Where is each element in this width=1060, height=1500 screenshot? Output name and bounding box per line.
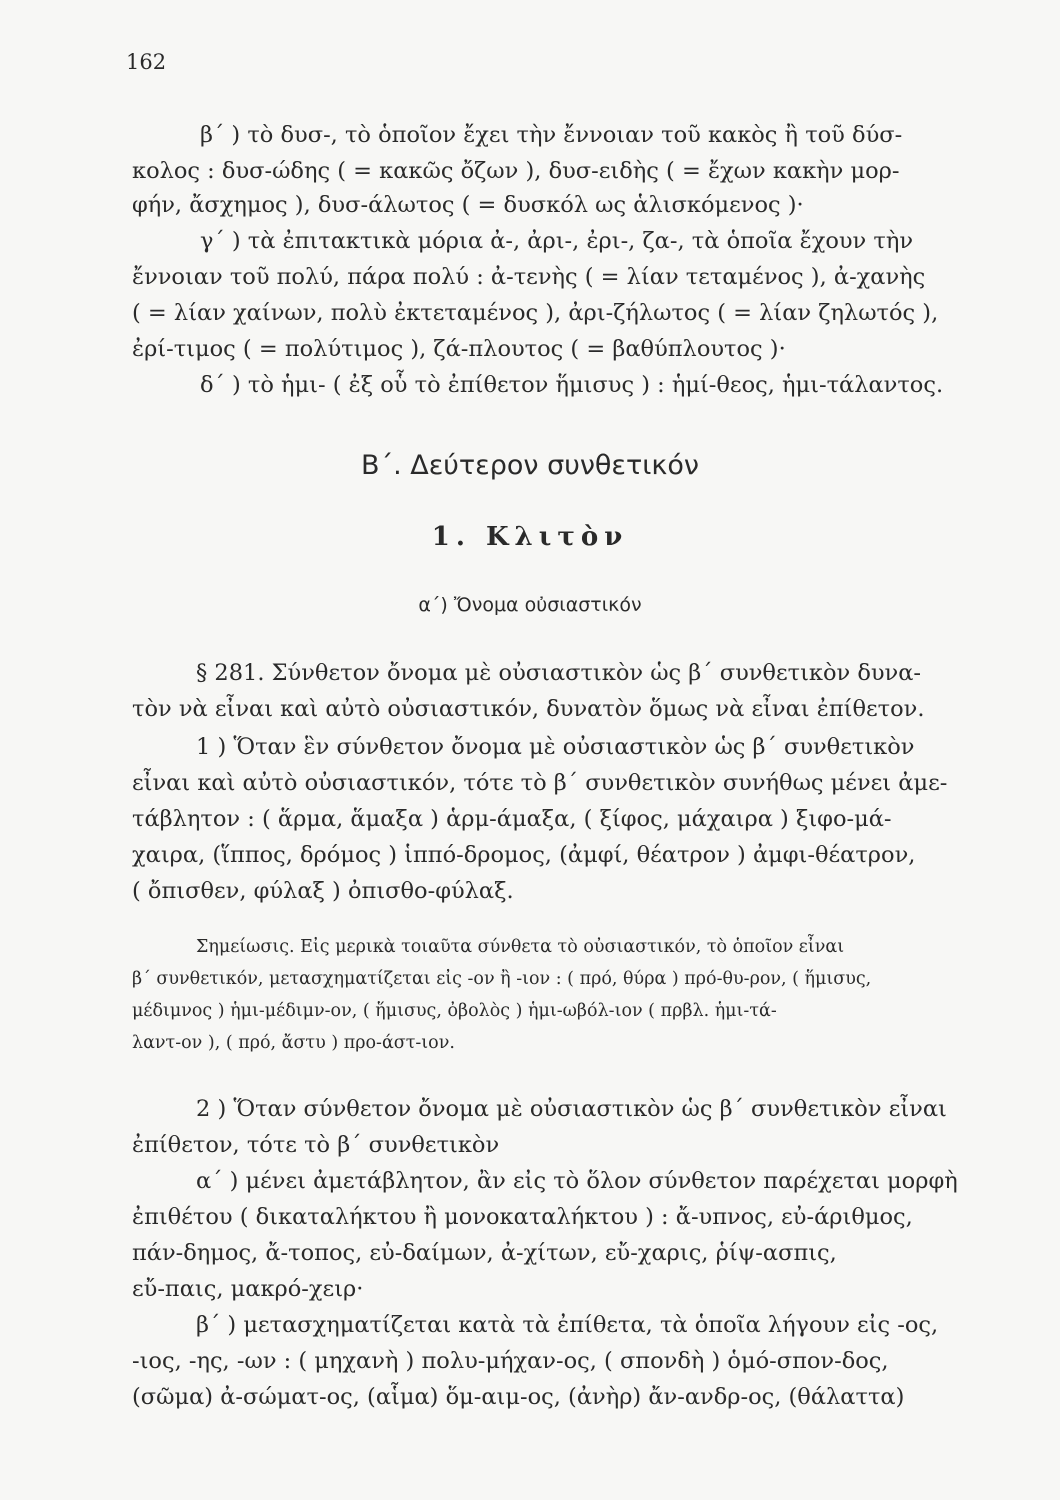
note-line: Σημείωσις. Εἰς μερικὰ τοιαῦτα σύνθετα τὸ οὐσιαστικόν, τὸ ὁποῖον εἶναι xyxy=(196,937,845,957)
note-line: β΄ συνθετικόν, μετασχηματίζεται εἰς -ον ἢ -ιον : ( πρό, θύρα ) πρό-θυ-ρον, ( ἥμισυς, xyxy=(132,969,872,989)
section-heading: Β΄. Δεύτερον συνθετικόν xyxy=(361,450,699,481)
text-line: φήν, ἄσχημος ), δυσ-άλωτος ( = δυσκόλ ως ἁλισκόμενος )· xyxy=(132,192,804,218)
text-line: δ΄ ) τὸ ἡμι- ( ἐξ οὗ τὸ ἐπίθετον ἥμισυς ) : ἡμί-θεος, ἡμι-τάλαντος. xyxy=(200,372,944,398)
text-line: β΄ ) μετασχηματίζεται κατὰ τὰ ἐπίθετα, τὰ ὁποῖα λήγουν εἰς -ος, xyxy=(196,1312,939,1338)
text-line: ( = λίαν χαίνων, πολὺ ἐκτεταμένος ), ἀρι-ζήλωτος ( = λίαν ζηλωτός ), xyxy=(132,300,939,326)
text-line: τάβλητον : ( ἅρμα, ἅμαξα ) ἁρμ-άμαξα, ( ξίφος, μάχαιρα ) ξιφο-μά- xyxy=(132,806,892,832)
text-line: β΄ ) τὸ δυσ-, τὸ ὁποῖον ἔχει τὴν ἔννοιαν τοῦ κακὸς ἢ τοῦ δύσ- xyxy=(200,122,903,148)
text-line: τὸν νὰ εἶναι καὶ αὐτὸ οὐσιαστικόν, δυνατὸν ὅμως νὰ εἶναι ἐπίθετον. xyxy=(132,696,925,722)
text-line: ἐπιθέτου ( δικαταλήκτου ἢ μονοκαταλήκτου ) : ἄ-υπνος, εὐ-άριθμος, xyxy=(132,1204,913,1230)
text-line: 2 ) Ὅταν σύνθετον ὄνομα μὲ οὐσιαστικὸν ὡς β΄ συνθετικὸν εἶναι xyxy=(196,1096,947,1122)
text-line: ἔννοιαν τοῦ πολύ, πάρα πολύ : ἀ-τενὴς ( = λίαν τεταμένος ), ἀ-χανὴς xyxy=(132,264,926,290)
subsubsection-heading: α΄) Ὄνομα οὐσιαστικόν xyxy=(418,594,642,616)
text-line: § 281. Σύνθετον ὄνομα μὲ οὐσιαστικὸν ὡς β΄ συνθετικὸν δυνα- xyxy=(196,660,922,686)
text-line: (σῶμα) ἀ-σώματ-ος, (αἷμα) ὅμ-αιμ-ος, (ἀνὴρ) ἄν-ανδρ-ος, (θάλαττα) xyxy=(132,1384,905,1410)
page-number: 162 xyxy=(126,50,167,74)
subsection-heading: 1. Κλιτὸν xyxy=(431,522,629,552)
note-line: μέδιμνος ) ἡμι-μέδιμν-ον, ( ἥμισυς, ὀβολὸς ) ἡμι-ωβόλ-ιον ( πρβλ. ἡμι-τά- xyxy=(132,1001,777,1021)
note-line: λαντ-ον ), ( πρό, ἄστυ ) προ-άστ-ιον. xyxy=(132,1033,455,1053)
text-line: ( ὄπισθεν, φύλαξ ) ὀπισθο-φύλαξ. xyxy=(132,878,514,904)
text-line: γ΄ ) τὰ ἐπιτακτικὰ μόρια ἀ-, ἀρι-, ἐρι-, ζα-, τὰ ὁποῖα ἔχουν τὴν xyxy=(200,228,913,254)
text-line: ἐπίθετον, τότε τὸ β΄ συνθετικὸν xyxy=(132,1132,500,1158)
text-line: α΄ ) μένει ἀμετάβλητον, ἂν εἰς τὸ ὅλον σύνθετον παρέχεται μορφὴ xyxy=(196,1168,958,1194)
text-line: πάν-δημος, ἄ-τοπος, εὐ-δαίμων, ἀ-χίτων, εὔ-χαρις, ῥίψ-ασπις, xyxy=(132,1240,837,1266)
text-line: εὔ-παις, μακρό-χειρ· xyxy=(132,1276,364,1302)
text-line: χαιρα, (ἵππος, δρόμος ) ἱππό-δρομος, (ἀμφί, θέατρον ) ἀμφι-θέατρον, xyxy=(132,842,916,868)
text-line: ἐρί-τιμος ( = πολύτιμος ), ζά-πλουτος ( = βαθύπλουτος )· xyxy=(132,336,786,362)
text-line: εἶναι καὶ αὐτὸ οὐσιαστικόν, τότε τὸ β΄ συνθετικὸν συνήθως μένει ἀμε- xyxy=(132,770,948,796)
text-line: κολος : δυσ-ώδης ( = κακῶς ὄζων ), δυσ-ειδὴς ( = ἔχων κακὴν μορ- xyxy=(132,158,900,184)
text-line: -ιος, -ης, -ων : ( μηχανὴ ) πολυ-μήχαν-ος, ( σπονδὴ ) ὁμό-σπον-δος, xyxy=(132,1348,889,1374)
text-line: 1 ) Ὅταν ἓν σύνθετον ὄνομα μὲ οὐσιαστικὸν ὡς β΄ συνθετικὸν xyxy=(196,734,915,760)
